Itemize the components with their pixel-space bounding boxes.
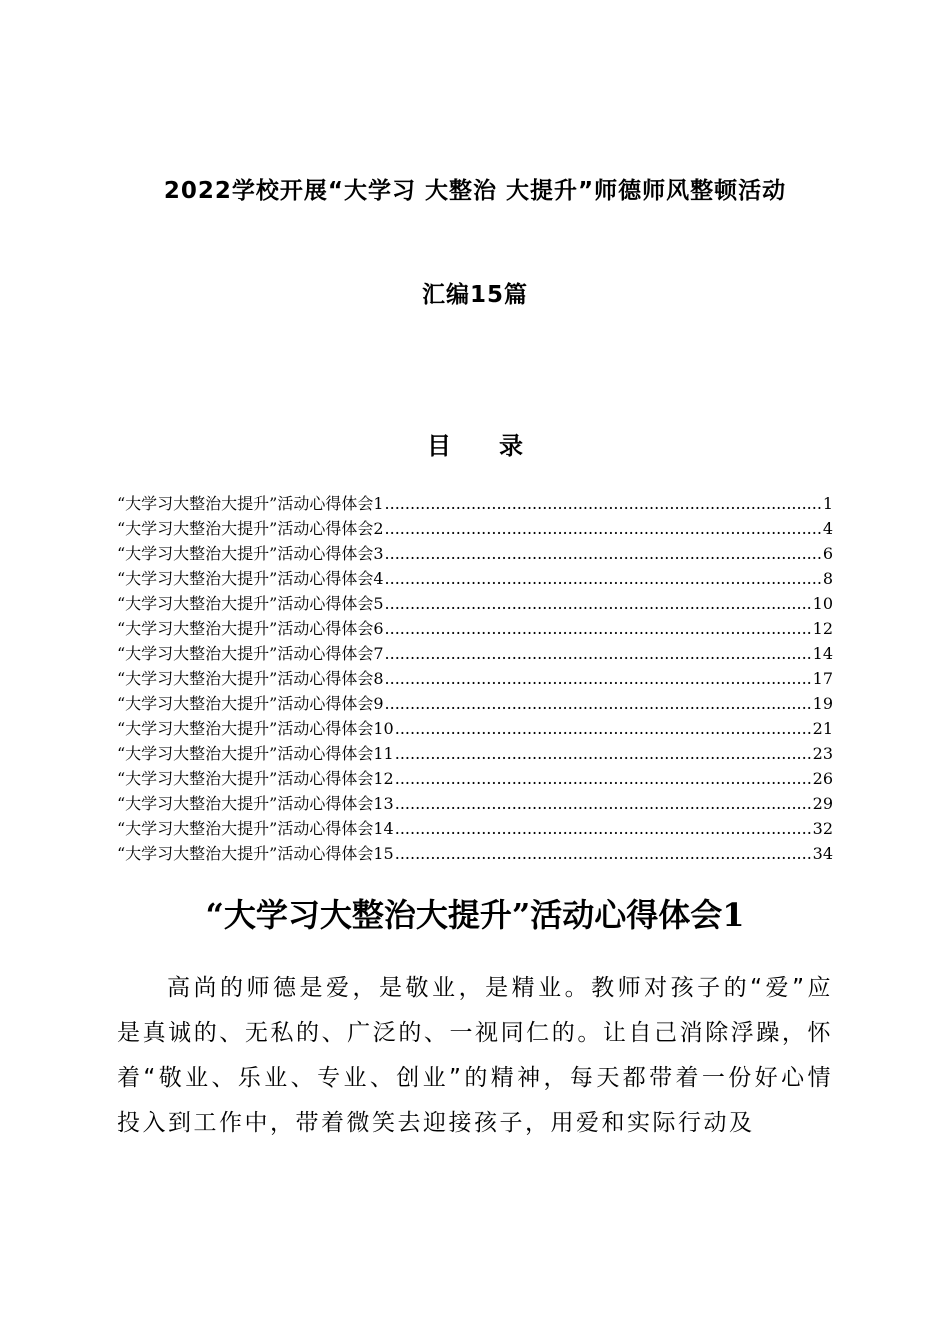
toc-entry-page: 26 (812, 769, 833, 788)
toc-entry-page: 10 (812, 594, 833, 613)
toc-dot-leader (395, 716, 811, 741)
body-paragraph: 高尚的师德是爱，是敬业，是精业。教师对孩子的“爱”应是真诚的、无私的、广泛的、一视同仁的。让自己消除浮躁，怀着“敬业、乐业、专业、创业”的精神，每天都带着一份好心情投入到工作中，带着微笑去迎接孩子，用爱和实际行动及 (117, 975, 833, 1136)
toc-entry-label: “大学习大整治大提升”活动心得体会13 (117, 794, 394, 813)
toc-dot-leader (385, 641, 811, 666)
toc-dot-leader (395, 766, 811, 791)
section-heading: “大学习大整治大提升”活动心得体会1 (205, 896, 745, 934)
toc-entry-label: “大学习大整治大提升”活动心得体会4 (117, 569, 384, 588)
toc-entry-page: 12 (812, 619, 833, 638)
toc-entry-page: 19 (812, 694, 833, 713)
toc-entry-page: 29 (812, 794, 833, 813)
toc-entry[interactable] (117, 541, 833, 566)
toc-entry-label: “大学习大整治大提升”活动心得体会3 (117, 544, 384, 563)
toc-dot-leader (385, 516, 821, 541)
toc-heading (0, 426, 950, 461)
toc-entry-label: “大学习大整治大提升”活动心得体会8 (117, 669, 384, 688)
toc-entry-label: “大学习大整治大提升”活动心得体会7 (117, 644, 384, 663)
toc-entry-page: 21 (812, 719, 833, 738)
toc-entry-label: “大学习大整治大提升”活动心得体会9 (117, 694, 384, 713)
toc-entry-label: “大学习大整治大提升”活动心得体会2 (117, 519, 384, 538)
toc-entry[interactable] (117, 666, 833, 691)
toc-entry-label: “大学习大整治大提升”活动心得体会10 (117, 719, 394, 738)
toc-entry-label: “大学习大整治大提升”活动心得体会11 (117, 744, 394, 763)
toc-dot-leader (385, 691, 811, 716)
toc-entry[interactable] (117, 816, 833, 841)
toc-entry-page: 23 (812, 744, 833, 763)
toc-heading-char-1: 目 (427, 432, 451, 460)
toc-entry[interactable] (117, 766, 833, 791)
toc-entry[interactable] (117, 791, 833, 816)
toc-entry[interactable] (117, 516, 833, 541)
toc-dot-leader (395, 841, 811, 866)
toc-entry-page: 34 (812, 844, 833, 863)
toc-entry[interactable] (117, 641, 833, 666)
toc-entry-page: 14 (812, 644, 833, 663)
toc-entry-label: “大学习大整治大提升”活动心得体会12 (117, 769, 394, 788)
toc-dot-leader (385, 566, 821, 591)
toc-entry-label: “大学习大整治大提升”活动心得体会1 (117, 494, 384, 513)
toc-entry[interactable] (117, 491, 833, 516)
toc-dot-leader (395, 741, 811, 766)
toc-dot-leader (395, 816, 811, 841)
toc-entry[interactable] (117, 691, 833, 716)
toc-entry-label: “大学习大整治大提升”活动心得体会14 (117, 819, 394, 838)
toc-dot-leader (385, 541, 821, 566)
toc-dot-leader (385, 666, 811, 691)
toc-entry-label: “大学习大整治大提升”活动心得体会6 (117, 619, 384, 638)
toc-entry[interactable] (117, 716, 833, 741)
document-title-line-2: 汇编15篇 (421, 282, 528, 308)
toc-dot-leader (395, 791, 811, 816)
toc-entry[interactable] (117, 741, 833, 766)
toc-entry[interactable] (117, 566, 833, 591)
document-title-line-1: 2022学校开展“大学习 大整治 大提升”师德师风整顿活动 (163, 178, 787, 204)
toc-entry-label: “大学习大整治大提升”活动心得体会15 (117, 844, 394, 863)
toc-entry[interactable] (117, 591, 833, 616)
toc-entry-label: “大学习大整治大提升”活动心得体会5 (117, 594, 384, 613)
toc-entry-page: 32 (812, 819, 833, 838)
toc-dot-leader (385, 591, 811, 616)
toc-entry-page: 8 (822, 569, 833, 588)
toc-dot-leader (385, 491, 821, 516)
toc-dot-leader (385, 616, 811, 641)
toc-heading-char-2: 录 (499, 432, 523, 460)
toc-entry[interactable] (117, 841, 833, 866)
table-of-contents (117, 491, 833, 866)
toc-entry-page: 17 (812, 669, 833, 688)
toc-entry-page: 1 (822, 494, 833, 513)
toc-entry[interactable] (117, 616, 833, 641)
toc-entry-page: 6 (822, 544, 833, 563)
toc-entry-page: 4 (822, 519, 833, 538)
